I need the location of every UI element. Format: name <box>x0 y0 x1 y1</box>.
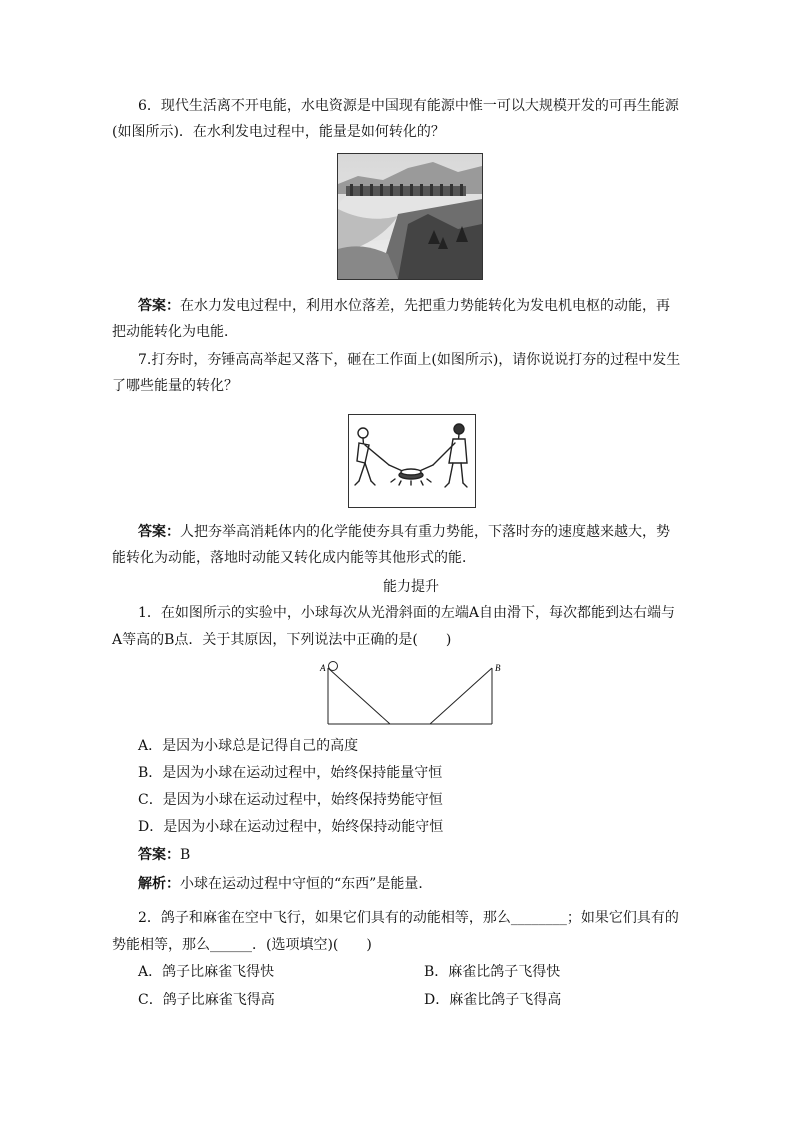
p1-text-line1: 1．在如图所示的实验中，小球每次从光滑斜面的左端A自由滑下，每次都能到达右端与 <box>138 605 676 621</box>
p2-text-line2: 势能相等，那么______．(选项填空)( ) <box>112 937 372 953</box>
p2-text-line1: 2．鸽子和麻雀在空中飞行，如果它们具有的动能相等，那么________；如果它们具有的 <box>138 910 679 926</box>
label-a: A <box>320 663 326 673</box>
q7-answer-line1 <box>138 522 670 542</box>
q6-answer-text: 在水力发电过程中，利用水位落差，先把重力势能转化为发电机电枢的动能，再 <box>180 298 670 314</box>
label-b: B <box>495 663 501 673</box>
dam-photo <box>337 153 483 280</box>
q6-text-line1: 6．现代生活离不开电能，水电资源是中国现有能源中惟一可以大规模开发的可再生能源 <box>138 98 679 114</box>
p2-option-b: B．麻雀比鸽子飞得快 <box>424 964 561 980</box>
q6-answer-line2: 把动能转化为电能． <box>112 324 238 340</box>
q7-answer-line2: 能转化为动能，落地时动能又转化成内能等其他形式的能． <box>112 550 476 566</box>
q7-text-line1: 7.打夯时，夯锤高高举起又落下，砸在工作面上(如图所示)，请你说说打夯的过程中发生 <box>138 352 681 368</box>
tamping-illustration <box>348 414 476 508</box>
p1-analysis-text: 小球在运动过程中守恒的“东西”是能量． <box>180 876 433 892</box>
answer-label: 答案： <box>138 847 180 863</box>
p1-answer-value: B <box>180 847 191 863</box>
p2-option-c: C．鸽子比麻雀飞得高 <box>138 992 275 1008</box>
p2-option-d: D．麻雀比鸽子飞得高 <box>424 992 562 1008</box>
answer-label: 答案： <box>138 524 180 540</box>
p1-option-a: A．是因为小球总是记得自己的高度 <box>138 738 359 754</box>
q7-answer-text: 人把夯举高消耗体内的化学能使夯具有重力势能，下落时夯的速度越来越大，势 <box>180 524 670 540</box>
p1-option-d: D．是因为小球在运动过程中，始终保持动能守恒 <box>138 819 444 835</box>
answer-label: 答案： <box>138 298 180 314</box>
p2-option-a: A．鸽子比麻雀飞得快 <box>138 964 275 980</box>
p1-text-line2: A等高的B点．关于其原因，下列说法中正确的是( ) <box>112 632 452 648</box>
p1-option-b: B．是因为小球在运动过程中，始终保持能量守恒 <box>138 765 443 781</box>
p1-analysis <box>138 874 432 894</box>
analysis-label: 解析： <box>138 876 180 892</box>
incline-diagram <box>318 660 502 726</box>
q7-text-line2: 了哪些能量的转化？ <box>112 378 238 394</box>
p1-answer <box>138 845 190 865</box>
p1-option-c: C．是因为小球在运动过程中，始终保持势能守恒 <box>138 792 443 808</box>
q6-text-line2: (如图所示)．在水利发电过程中，能量是如何转化的？ <box>112 124 445 140</box>
section-title: 能力提升 <box>383 579 439 595</box>
q6-answer-line1 <box>138 296 670 316</box>
